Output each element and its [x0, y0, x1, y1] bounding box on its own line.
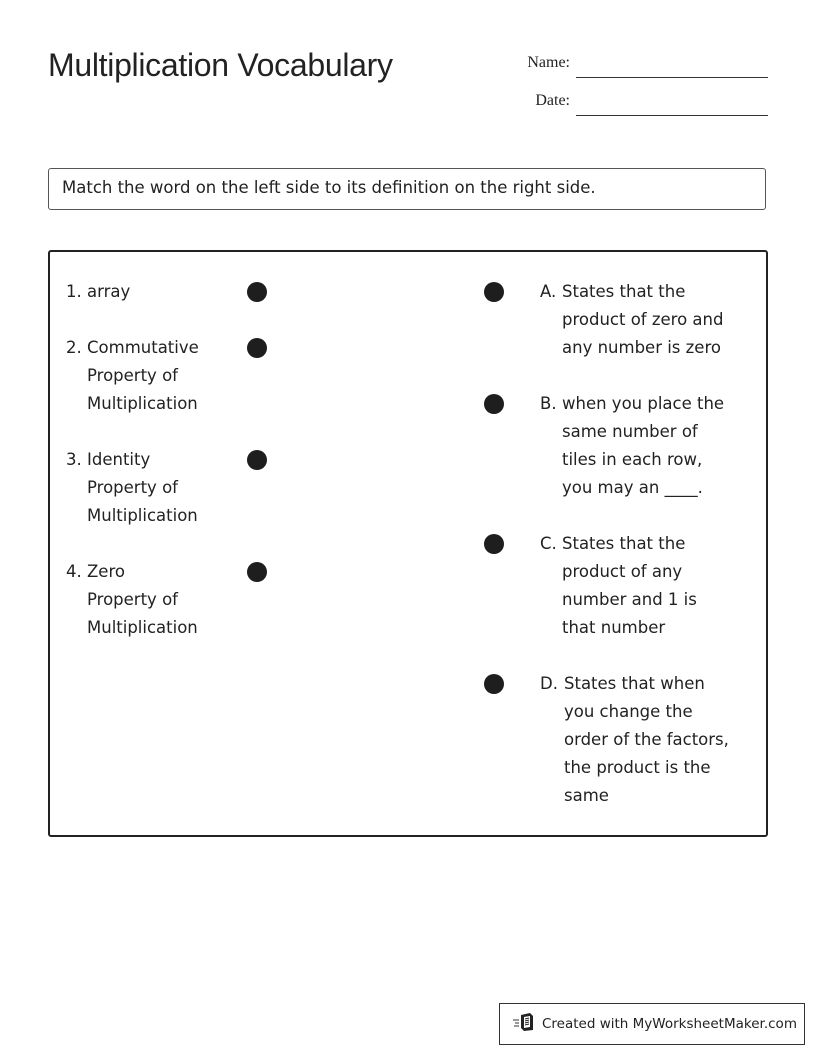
worksheet-logo-icon: [512, 1012, 542, 1036]
definition-text: same: [564, 786, 609, 805]
definition-dot-d[interactable]: [484, 674, 504, 694]
term-item-3: [66, 446, 198, 530]
term-text: Multiplication: [87, 618, 198, 637]
definition-letter: D.: [540, 674, 558, 693]
definition-text: tiles in each row,: [562, 450, 703, 469]
term-number: 1.: [66, 282, 82, 301]
term-item-2: [66, 334, 199, 418]
name-label: Name:: [527, 54, 570, 71]
term-text: Identity: [87, 450, 151, 469]
definition-text: order of the factors,: [564, 730, 729, 749]
term-text: Property of: [87, 366, 178, 385]
definition-text: product of zero and: [562, 310, 724, 329]
definition-item-d: [540, 670, 729, 810]
definition-item-a: [540, 278, 723, 362]
definition-text: States that the: [562, 282, 686, 301]
term-number: 4.: [66, 562, 82, 581]
name-line[interactable]: [576, 76, 768, 78]
definition-text: States that the: [562, 534, 686, 553]
date-line[interactable]: [576, 114, 768, 116]
footer-credit[interactable]: [499, 1003, 805, 1045]
definition-item-c: [540, 530, 697, 642]
page-title: Multiplication Vocabulary: [48, 47, 393, 83]
matching-box: [48, 250, 768, 837]
definition-text: any number is zero: [562, 338, 721, 357]
term-dot-1[interactable]: [247, 282, 267, 302]
term-text: Multiplication: [87, 394, 198, 413]
definition-letter: B.: [540, 394, 557, 413]
definition-text: same number of: [562, 422, 698, 441]
definition-text: product of any: [562, 562, 683, 581]
definition-text: you change the: [564, 702, 693, 721]
definition-text: number and 1 is: [562, 590, 697, 609]
term-number: 3.: [66, 450, 82, 469]
term-text: Commutative: [87, 338, 199, 357]
definition-dot-a[interactable]: [484, 282, 504, 302]
term-number: 2.: [66, 338, 82, 357]
footer-text: Created with MyWorksheetMaker.com: [542, 1016, 797, 1032]
term-text: Multiplication: [87, 506, 198, 525]
definition-letter: A.: [540, 282, 557, 301]
term-dot-3[interactable]: [247, 450, 267, 470]
term-text: Property of: [87, 478, 178, 497]
date-label: Date:: [535, 92, 570, 109]
definition-text: you may an ____.: [562, 478, 703, 497]
term-text: array: [87, 282, 131, 301]
definition-text: when you place the: [562, 394, 725, 413]
term-item-4: [66, 558, 198, 642]
definition-text: that number: [562, 618, 666, 637]
term-text: Property of: [87, 590, 178, 609]
definition-text: States that when: [564, 674, 705, 693]
term-dot-4[interactable]: [247, 562, 267, 582]
term-item-1: [66, 278, 130, 306]
term-dot-2[interactable]: [247, 338, 267, 358]
definition-text: the product is the: [564, 758, 711, 777]
definition-dot-b[interactable]: [484, 394, 504, 414]
definition-dot-c[interactable]: [484, 534, 504, 554]
instructions-box: Match the word on the left side to its definition on the right side.: [48, 168, 766, 210]
term-text: Zero: [87, 562, 125, 581]
definition-item-b: [540, 390, 724, 502]
definition-letter: C.: [540, 534, 557, 553]
